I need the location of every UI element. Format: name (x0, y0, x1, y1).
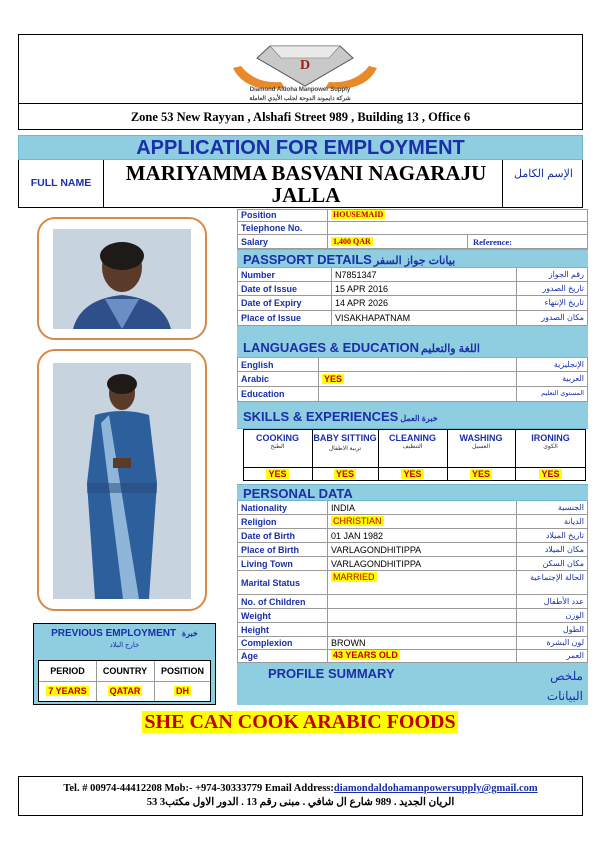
age-row (237, 650, 588, 663)
footer-address-ar: 53 الريان الجديد . 989 شارع ال شافي . مبنى رقم 13 . الدور الاول مكتب3 (146, 797, 455, 808)
weight-row (237, 609, 588, 623)
living-town-label-ar: مكان السكن (542, 559, 584, 568)
pob-value: VARLAGONDHITIPPA (331, 545, 422, 555)
skills-section-header (237, 402, 588, 429)
marital-status-label: Marital Status (241, 578, 301, 588)
skill-ironing-value: YES (541, 469, 560, 479)
age-value: 43 YEARS OLD (333, 650, 398, 660)
prev-header-period: PERIOD (50, 666, 85, 676)
languages-section-header (237, 326, 588, 358)
dob-row (237, 529, 588, 543)
personal-title: PERSONAL DATA (243, 486, 353, 501)
portrait-image (53, 229, 191, 329)
skill-cooking (243, 433, 312, 450)
prev-header-country: COUNTRY (102, 666, 148, 676)
skill-baby-sitting-label: BABY SITTING (313, 433, 377, 443)
living-town-label: Living Town (241, 559, 293, 569)
company-name-en: Diamond Aldoha Manpower Supply (249, 87, 351, 93)
language-row (237, 358, 588, 372)
place-of-issue-label: Place of Issue (241, 313, 302, 323)
salary-label: Salary (241, 237, 269, 247)
skill-ironing-label-ar: الكوى (543, 444, 558, 450)
passport-section-header (237, 249, 588, 268)
skill-washing-value: YES (471, 469, 490, 479)
complexion-row (237, 637, 588, 650)
education-row (237, 387, 588, 402)
place-of-issue-label-ar: مكان الصدور (541, 313, 584, 322)
position-row (237, 209, 588, 222)
full-name-label: FULL NAME (19, 160, 104, 207)
skill-washing (447, 433, 515, 450)
languages-title-ar: اللغة والتعليم (420, 343, 480, 355)
previous-employment-box (33, 623, 216, 705)
children-label: No. of Children (241, 597, 306, 607)
skill-baby-sitting-label-ar: تربية الاطفال (328, 446, 362, 452)
full-name-row (18, 160, 583, 208)
issue-date-label-ar: تاريخ الصدور (542, 284, 584, 293)
arabic-label: Arabic (241, 374, 270, 384)
marital-status-value: MARRIED (333, 572, 375, 582)
telephone-label: Telephone No. (241, 223, 303, 233)
nationality-value: INDIA (331, 503, 356, 513)
skill-cleaning (378, 433, 447, 450)
svg-text:D: D (299, 58, 311, 73)
languages-title (243, 340, 480, 355)
english-label-ar: الإنجليزية (553, 360, 584, 369)
footer (18, 776, 583, 816)
pob-label-ar: مكان الميلاد (544, 545, 584, 554)
previous-employment-table (38, 660, 211, 702)
prev-country-value: QATAR (109, 686, 141, 696)
passport-number-label: Number (241, 270, 276, 280)
company-address: Zone 53 New Rayyan , Alshafi Street 989 , Building 13 , Office 6 (18, 103, 583, 130)
skill-ironing-label: IRONING (531, 433, 570, 443)
religion-value: CHRISTIAN (333, 516, 382, 526)
passport-row (237, 268, 588, 282)
marital-status-row (237, 571, 588, 595)
education-label-ar: المستوى التعليم (541, 390, 584, 397)
weight-label-ar: الوزن (565, 611, 584, 620)
dob-label: Date of Birth (241, 531, 295, 541)
complexion-label-ar: لون البشرة (546, 638, 584, 647)
issue-date-value: 15 APR 2016 (335, 284, 389, 294)
profile-summary-title-ar: ملخص البيانات (546, 669, 583, 703)
marital-status-label-ar: الحالة الإجتماعية (530, 573, 584, 582)
issue-date-label: Date of Issue (241, 284, 298, 294)
footer-email-link[interactable]: diamondaldohamanpowersupply@gmail.com (333, 783, 538, 794)
living-town-value: VARLAGONDHITIPPA (331, 559, 422, 569)
english-label: English (241, 360, 274, 370)
previous-employment-subtitle-ar: خارج البلاد (109, 642, 140, 649)
full-name-label-ar: الإسم الكامل (502, 160, 584, 207)
skill-baby-sitting-value: YES (335, 469, 354, 479)
prev-period-value: 7 YEARS (48, 686, 87, 696)
pob-label: Place of Birth (241, 545, 300, 555)
previous-employment-title-ar: خبرة (181, 629, 198, 638)
prev-position-value: DH (176, 686, 189, 696)
profile-summary-text: SHE CAN COOK ARABIC FOODS (144, 711, 456, 733)
height-label: Height (241, 625, 269, 635)
profile-summary (0, 711, 600, 734)
portrait-photo (37, 217, 207, 340)
arabic-label-ar: العربية (562, 374, 584, 383)
skill-baby-sitting (312, 433, 378, 455)
expiry-date-label-ar: تاريخ الإنتهاء (544, 298, 584, 307)
passport-number-value: N7851347 (335, 270, 377, 280)
passport-title-en: PASSPORT DETAILS (243, 252, 372, 267)
children-label-ar: عدد الأطفال (543, 597, 584, 606)
skills-title (243, 409, 438, 424)
skill-cooking-label-ar: الطبخ (270, 444, 285, 450)
title-bar (18, 135, 583, 160)
footer-contact-line (19, 782, 582, 796)
full-body-photo (37, 349, 207, 611)
height-row (237, 623, 588, 637)
education-label: Education (241, 389, 285, 399)
age-label: Age (241, 651, 259, 661)
languages-title-en: LANGUAGES & EDUCATION (243, 340, 419, 355)
skill-ironing (515, 433, 586, 450)
passport-row (237, 282, 588, 296)
full-body-image (53, 363, 191, 599)
pob-row (237, 543, 588, 557)
company-name-ar: شركة دايموند الدوحة لجلب الأيدي العاملة (249, 96, 351, 102)
religion-label: Religion (241, 517, 277, 527)
personal-section-header (237, 484, 588, 501)
arabic-value: YES (324, 374, 343, 384)
nationality-row (237, 501, 588, 515)
language-row (237, 372, 588, 387)
position-value: HOUSEMAID (333, 210, 384, 219)
reference-label: Reference: (473, 237, 513, 247)
passport-row (237, 296, 588, 311)
salary-value: 1,400 QAR (333, 237, 371, 246)
skill-cleaning-label-ar: التنظيف (402, 444, 423, 450)
passport-number-label-ar: رقم الجواز (548, 270, 584, 279)
weight-label: Weight (241, 611, 271, 621)
complexion-label: Complexion (241, 638, 293, 648)
position-label: Position (241, 210, 277, 220)
skill-cleaning-value: YES (403, 469, 422, 479)
age-label-ar: العمر (566, 651, 584, 660)
expiry-date-value: 14 APR 2026 (335, 298, 389, 308)
skills-title-ar: خبرة العمل (400, 414, 438, 423)
religion-label-ar: الديانة (563, 517, 584, 526)
prev-header-position: POSITION (160, 666, 204, 676)
skill-cleaning-label: CLEANING (389, 433, 436, 443)
profile-summary-title: PROFILE SUMMARY (268, 666, 395, 681)
nationality-label: Nationality (241, 503, 288, 513)
living-town-row (237, 557, 588, 571)
dob-value: 01 JAN 1982 (331, 531, 384, 541)
height-label-ar: الطول (562, 625, 584, 634)
salary-row (237, 235, 588, 249)
telephone-row (237, 222, 588, 235)
footer-contact: Tel. # 00974-44412208 Mob:- +974-30333779 Email Address: (63, 783, 334, 794)
complexion-value: BROWN (331, 638, 366, 648)
expiry-date-label: Date of Expiry (241, 298, 302, 308)
full-name-value: MARIYAMMA BASVANI NAGARAJU JALLA (125, 161, 487, 207)
previous-employment-title-en: PREVIOUS EMPLOYMENT (51, 628, 177, 639)
passport-title (243, 252, 455, 267)
skill-washing-label: WASHING (459, 433, 503, 443)
skill-cooking-value: YES (268, 469, 287, 479)
page-title: APPLICATION FOR EMPLOYMENT (136, 137, 465, 159)
skill-cooking-label: COOKING (255, 433, 299, 443)
dob-label-ar: تاريخ الميلاد (545, 531, 584, 540)
skills-title-en: SKILLS & EXPERIENCES (243, 409, 399, 424)
nationality-label-ar: الجنسية (557, 503, 584, 512)
religion-row (237, 515, 588, 529)
place-of-issue-value: VISAKHAPATNAM (335, 313, 411, 323)
children-row (237, 595, 588, 609)
passport-title-ar: بيانات جواز السفر (373, 255, 456, 267)
skill-washing-label-ar: الغسيل (471, 444, 491, 450)
previous-employment-title (34, 628, 215, 639)
passport-row (237, 311, 588, 326)
